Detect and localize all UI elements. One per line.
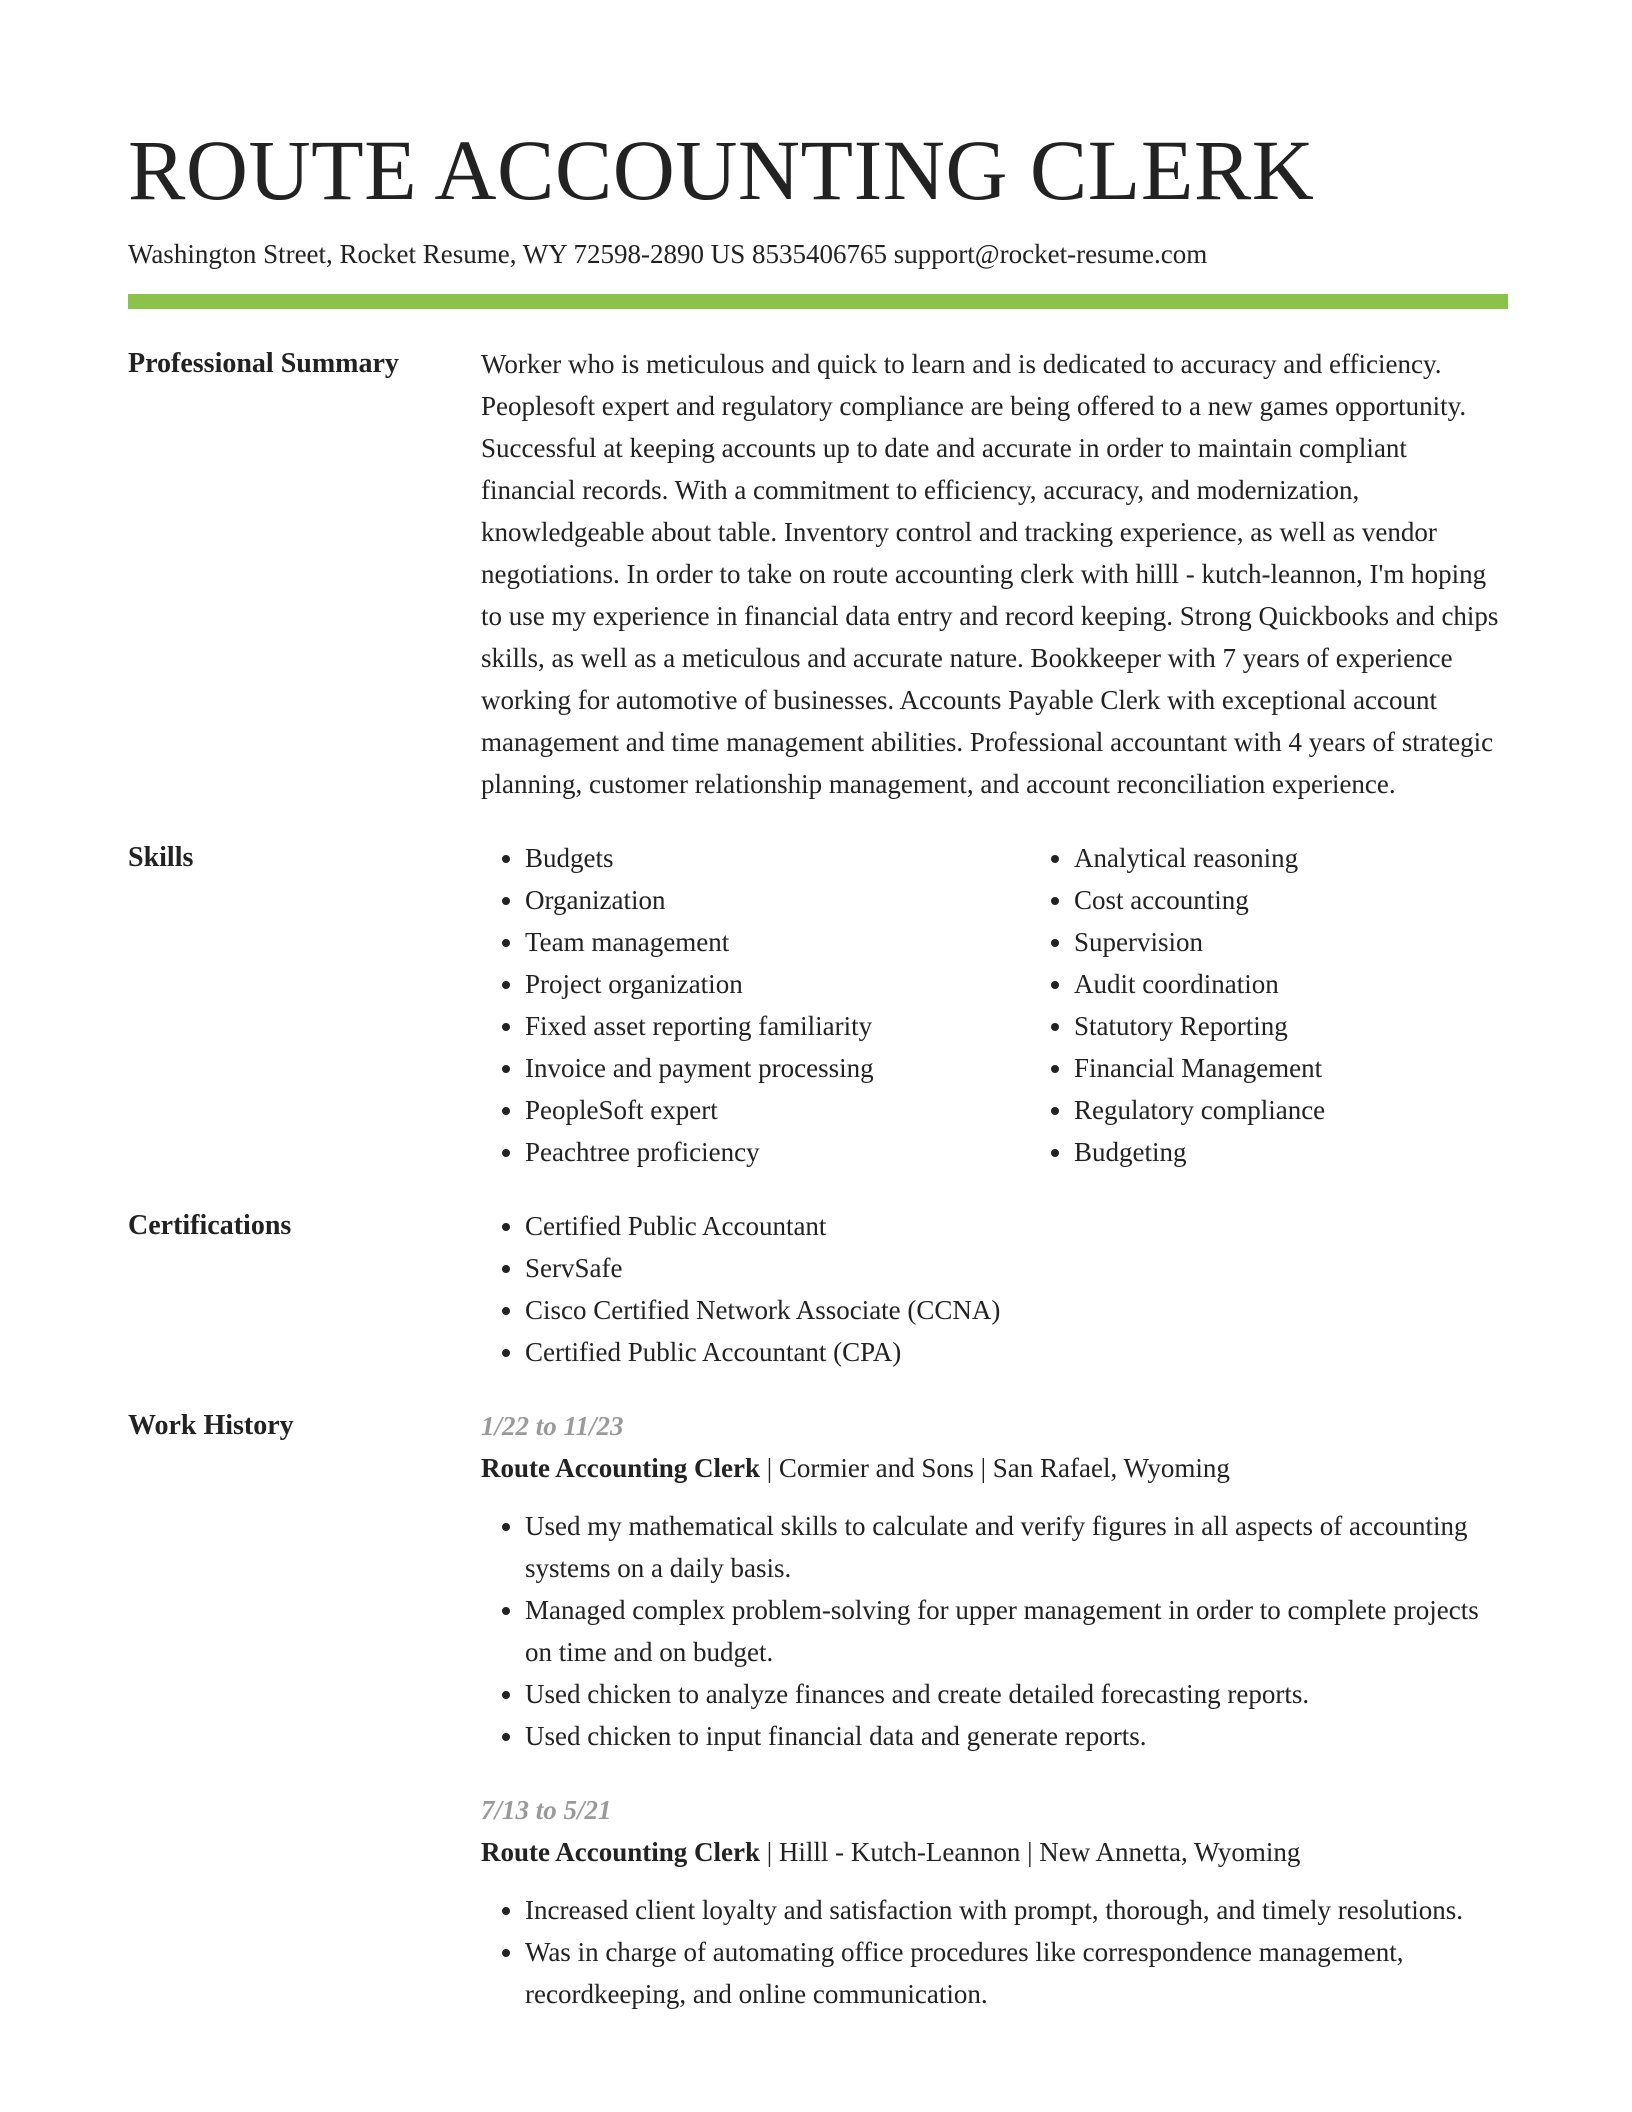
skill-item: • Financial Management: [1074, 1047, 1579, 1089]
job-bullet: • Was in charge of automating office procedures like correspondence management, recordkeeping, and online communication.: [525, 1931, 1508, 2015]
job-bullet: • Managed complex problem-solving for upper management in order to complete projects on time and on budget.: [525, 1589, 1508, 1673]
skills-body: [481, 837, 1579, 1173]
summary-body: [481, 343, 1508, 805]
job-dates: 1/22 to 11/23: [481, 1411, 624, 1441]
contact-info: Washington Street, Rocket Resume, WY 72598-2890 US 8535406765 support@rocket-resume.com: [128, 239, 1208, 269]
resume-page: [128, 0, 1508, 2015]
skill-item: • Statutory Reporting: [1074, 1005, 1579, 1047]
job-bullet: • Increased client loyalty and satisfaction with prompt, thorough, and timely resolutions.: [525, 1889, 1508, 1931]
skill-item: • Budgeting: [1074, 1131, 1579, 1173]
certifications-section: [128, 1205, 1508, 1373]
skills-label: Skills: [128, 842, 194, 873]
skill-item: • Peachtree proficiency: [525, 1131, 1030, 1173]
skill-item: • Regulatory compliance: [1074, 1089, 1579, 1131]
skill-item: • Budgets: [525, 837, 1030, 879]
skill-item: • Analytical reasoning: [1074, 837, 1579, 879]
certification-item: • Cisco Certified Network Associate (CCNA): [525, 1289, 1508, 1331]
skill-item: • Supervision: [1074, 921, 1579, 963]
certifications-list: [481, 1205, 1508, 1373]
skills-list-right: [1030, 837, 1579, 1173]
job-title: Route Accounting Clerk: [481, 1837, 760, 1867]
summary-label: Professional Summary: [128, 348, 399, 379]
certifications-label: Certifications: [128, 1210, 292, 1241]
job-bullet: • Used chicken to input financial data and generate reports.: [525, 1715, 1508, 1757]
job-entry: [481, 1789, 1508, 2015]
certifications-body: [481, 1205, 1508, 1373]
work-history-section: [128, 1405, 1508, 2015]
job-entry: [481, 1405, 1508, 1757]
summary-section: [128, 343, 1508, 805]
job-heading: [481, 1831, 1508, 1873]
skill-item: • PeopleSoft expert: [525, 1089, 1030, 1131]
job-employer-location: | Hilll - Kutch-Leannon | New Annetta, Wyoming: [760, 1837, 1301, 1867]
skill-item: • Team management: [525, 921, 1030, 963]
work-history-label: Work History: [128, 1410, 294, 1441]
certification-item: • Certified Public Accountant (CPA): [525, 1331, 1508, 1373]
job-title: Route Accounting Clerk: [481, 1453, 760, 1483]
summary-text: Worker who is meticulous and quick to learn and is dedicated to accuracy and efficiency. Peoplesoft expert and regulatory compliance are being offered to a new games opportunity. Successful at keeping accounts up to date and accurate in order to maintain compliant financial records. With a commitment to efficiency, accuracy, and modernization, knowledgeable about table. Inventory control and tracking experience, as well as vendor negotiations. In order to take on route accounting clerk with hilll - kutch-leannon, I'm hoping to use my experience in financial data entry and record keeping. Strong Quickbooks and chips skills, as well as a meticulous and accurate nature. Bookkeeper with 7 years of experience working for automotive of businesses. Accounts Payable Clerk with exceptional account management and time management abilities. Professional accountant with 4 years of strategic planning, customer relationship management, and account reconciliation experience.: [481, 349, 1499, 799]
job-bullet-list: [481, 1889, 1508, 2015]
skills-list-left: [481, 837, 1030, 1173]
job-employer-location: | Cormier and Sons | San Rafael, Wyoming: [760, 1453, 1230, 1483]
job-bullet: • Used chicken to analyze finances and create detailed forecasting reports.: [525, 1673, 1508, 1715]
skill-item: • Audit coordination: [1074, 963, 1579, 1005]
header-divider: [128, 294, 1508, 309]
certification-item: • ServSafe: [525, 1247, 1508, 1289]
skill-item: • Cost accounting: [1074, 879, 1579, 921]
skill-item: • Fixed asset reporting familiarity: [525, 1005, 1030, 1047]
work-history-body: [481, 1405, 1508, 2015]
job-dates: 7/13 to 5/21: [481, 1795, 612, 1825]
job-heading: [481, 1447, 1508, 1489]
job-bullet-list: [481, 1505, 1508, 1757]
skill-item: • Organization: [525, 879, 1030, 921]
skills-section: [128, 837, 1508, 1173]
skill-item: • Invoice and payment processing: [525, 1047, 1030, 1089]
resume-name: ROUTE ACCOUNTING CLERK: [128, 122, 1315, 218]
certification-item: • Certified Public Accountant: [525, 1205, 1508, 1247]
skill-item: • Project organization: [525, 963, 1030, 1005]
job-bullet: • Used my mathematical skills to calculate and verify figures in all aspects of accounting systems on a daily basis.: [525, 1505, 1508, 1589]
